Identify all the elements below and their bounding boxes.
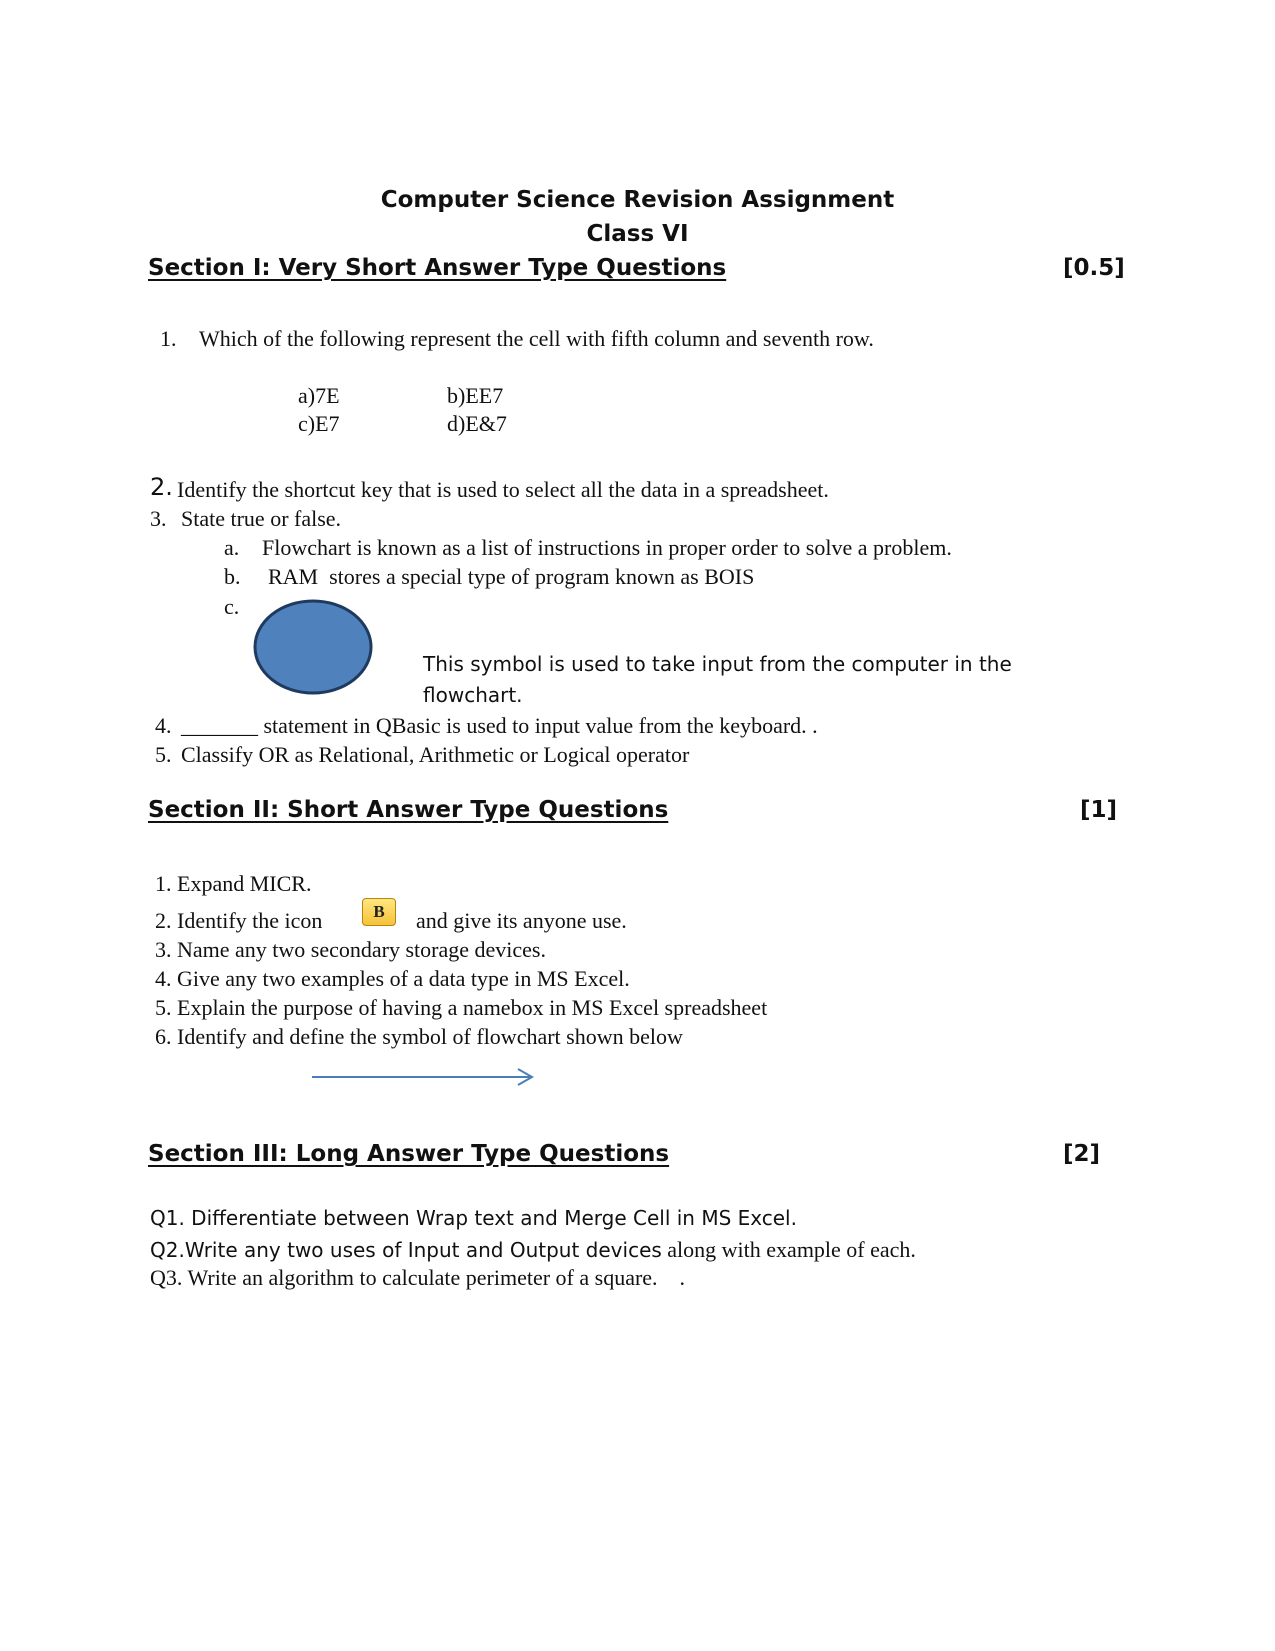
s3-q1: Q1. Differentiate between Wrap text and Merge Cell in MS Excel. bbox=[150, 1206, 797, 1230]
s1-q2-number: 2. bbox=[150, 473, 173, 501]
s1-q3-text: State true or false. bbox=[181, 506, 342, 531]
s3-q2 bbox=[150, 1237, 916, 1263]
s1-q3-item-b-text: RAM stores a special type of program known as BOIS bbox=[268, 564, 755, 589]
s1-q5-number: 5. bbox=[155, 742, 172, 767]
class-line: Class VI bbox=[586, 221, 689, 247]
document-title: Computer Science Revision Assignment bbox=[380, 187, 895, 213]
s2-q4: 4. Give any two examples of a data type in MS Excel. bbox=[155, 966, 630, 991]
s3-q2-prefix: Q2.Write any two uses of Input and Output devices bbox=[150, 1238, 662, 1262]
s1-q3-item-c-label: c. bbox=[224, 594, 240, 619]
s1-q4-text: _______ statement in QBasic is used to input value from the keyboard. . bbox=[181, 713, 818, 738]
section-2-heading: Section II: Short Answer Type Questions bbox=[148, 797, 669, 823]
s1-q3-item-a-text: Flowchart is known as a list of instructions in proper order to solve a problem. bbox=[262, 535, 952, 560]
section-3-marks: [2] bbox=[1063, 1141, 1101, 1167]
s1-q1-number: 1. bbox=[160, 326, 177, 351]
s2-q6: 6. Identify and define the symbol of flowchart shown below bbox=[155, 1024, 683, 1049]
section-1-marks: [0.5] bbox=[1063, 255, 1125, 281]
s2-q3: 3. Name any two secondary storage devices. bbox=[155, 937, 546, 962]
s3-q2-suffix: along with example of each. bbox=[661, 1237, 916, 1262]
section-3-heading: Section III: Long Answer Type Questions bbox=[148, 1141, 670, 1167]
s1-q5-text: Classify OR as Relational, Arithmetic or Logical operator bbox=[181, 742, 690, 767]
s2-q2-text-start: 2. Identify the icon bbox=[155, 908, 323, 933]
section-2-marks: [1] bbox=[1080, 797, 1118, 823]
flowchart-arrow-symbol bbox=[308, 1066, 538, 1088]
flowchart-oval-symbol bbox=[250, 597, 376, 697]
section-1-heading: Section I: Very Short Answer Type Questions bbox=[148, 255, 727, 281]
s1-q4-number: 4. bbox=[155, 713, 172, 738]
bold-icon bbox=[362, 898, 396, 926]
s2-q5: 5. Explain the purpose of having a namebox in MS Excel spreadsheet bbox=[155, 995, 768, 1020]
s1-q2-text: Identify the shortcut key that is used to select all the data in a spreadsheet. bbox=[177, 477, 829, 502]
s1-q3-symbol-caption-1: This symbol is used to take input from the computer in the bbox=[423, 652, 1012, 676]
s1-q3-symbol-caption-2: flowchart. bbox=[423, 683, 523, 707]
s1-q1-option-a: a)7E bbox=[298, 383, 340, 408]
s1-q1-option-b: b)EE7 bbox=[447, 383, 504, 408]
s1-q3-item-b-label: b. bbox=[224, 564, 241, 589]
s1-q3-number: 3. bbox=[150, 506, 167, 531]
s2-q2-text-end: and give its anyone use. bbox=[416, 908, 627, 933]
s1-q1-text: Which of the following represent the cell with fifth column and seventh row. bbox=[199, 326, 874, 351]
s1-q1-option-d: d)E&7 bbox=[447, 411, 507, 436]
s3-q3: Q3. Write an algorithm to calculate perimeter of a square. . bbox=[150, 1265, 686, 1290]
s1-q1-option-c: c)E7 bbox=[298, 411, 340, 436]
s2-q1: 1. Expand MICR. bbox=[155, 871, 312, 896]
bold-icon-letter: B bbox=[373, 902, 385, 921]
s1-q3-item-a-label: a. bbox=[224, 535, 240, 560]
